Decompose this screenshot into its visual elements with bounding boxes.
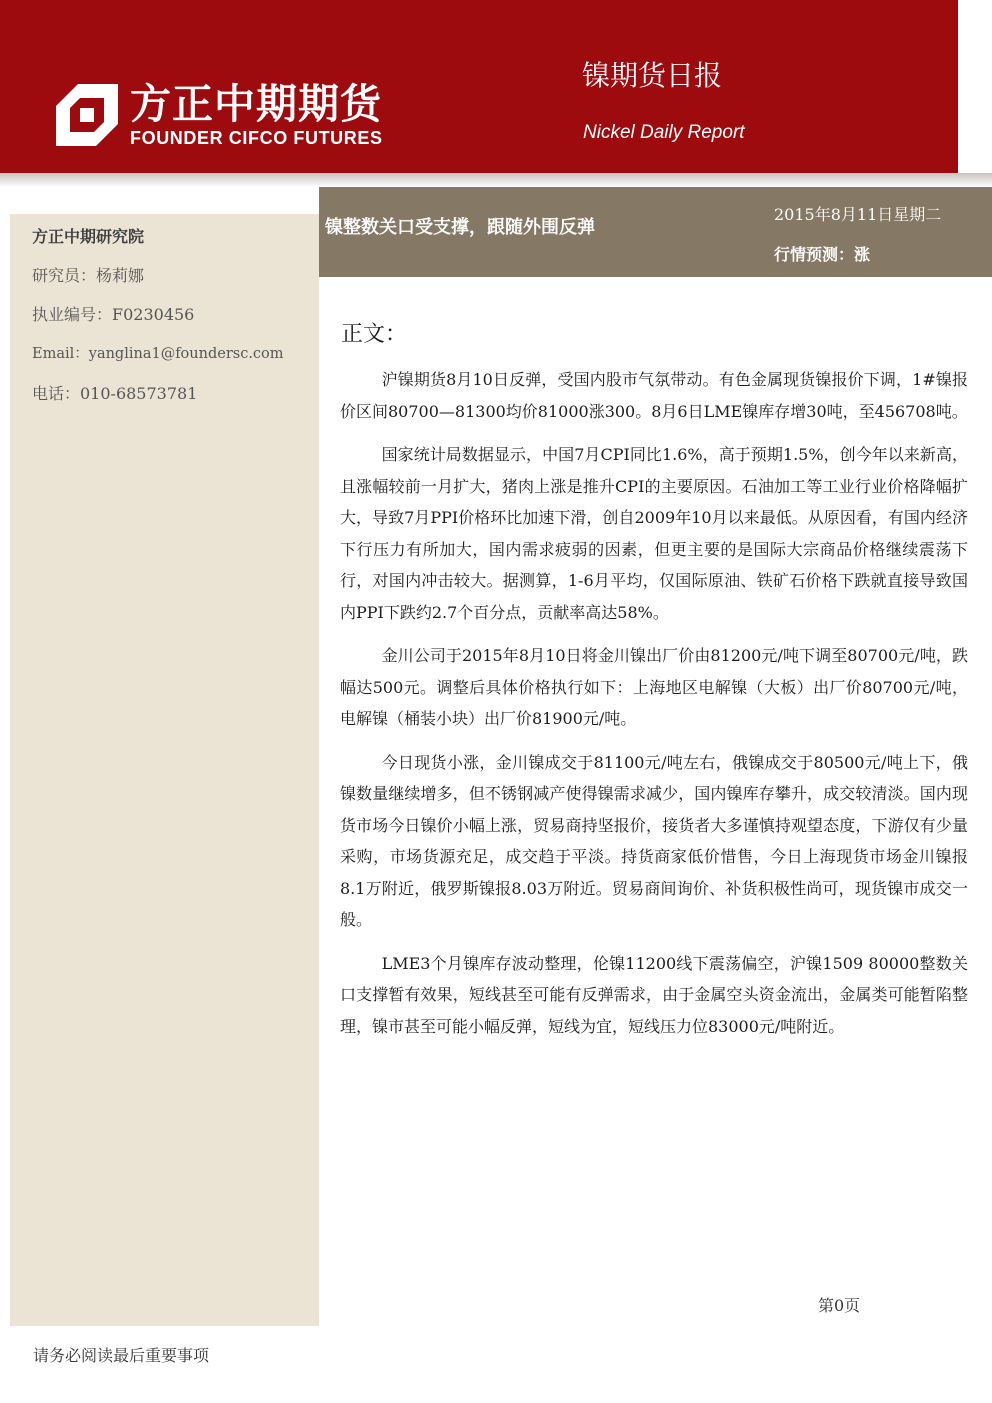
page-number: 第0页 — [818, 1296, 861, 1315]
phone-contact: 电话：010-68573781 — [32, 384, 198, 403]
body-paragraph: LME3个月镍库存波动整理，伦镍11200线下震荡偏空，沪镍1509 80000整数关口支撑暂有效果，短线甚至可能有反弹需求，由于金属空头资金流出，金属类可能暂陷整理，镍市甚至可能小幅反弹，短线为宜，短线压力位83000元/吨附近。 — [340, 953, 968, 1036]
author-sidebar — [10, 214, 319, 1326]
section-heading: 正文： — [341, 322, 408, 347]
report-headline: 镍整数关口受支撑，跟随外围反弹 — [325, 217, 595, 238]
headline-bar — [319, 187, 992, 277]
header-divider — [0, 173, 992, 187]
researcher-name: 研究员：杨莉娜 — [32, 266, 145, 285]
email-contact[interactable]: Email：yanglina1@foundersc.com — [32, 346, 284, 362]
report-date: 2015年8月11日星期二 — [774, 205, 942, 224]
body-paragraph: 沪镍期货8月10日反弹，受国内股市气氛带动。有色金属现货镍报价下调，1#镍报价区间80700—81300均价81000涨300。8月6日LME镍库存增30吨，至456708吨。 — [340, 370, 968, 421]
body-paragraph: 金川公司于2015年8月10日将金川镍出厂价由81200元/吨下调至80700元/吨，跌幅达500元。调整后具体价格执行如下：上海地区电解镍（大板）出厂价80700元/吨，电解镍（桶装小块）出厂价81900元/吨。 — [340, 646, 968, 728]
logo-chinese-name: 方正中期期货 — [130, 80, 382, 128]
body-paragraph: 今日现货小涨，金川镍成交于81100元/吨左右，俄镍成交于80500元/吨上下，俄镍数量继续增多，但不锈钢减产使得镍需求减少，国内镍库存攀升，成交较清淡。国内现货市场今日镍价小幅上涨，贸易商持坚报价，接货者大多谨慎持观望态度，下游仅有少量采购，市场货源充足，成交趋于平淡。持货商家低价惜售，今日上海现货市场金川镍报8.1万附近，俄罗斯镍报8.03万附近。贸易商间询价、补货积极性尚可，现货镍市成交一般。 — [340, 752, 968, 929]
founder-logo-icon — [56, 84, 118, 146]
market-forecast: 行情预测：涨 — [774, 245, 871, 264]
header-edge — [958, 0, 992, 173]
header-band — [0, 0, 958, 173]
license-number: 执业编号：F0230456 — [32, 305, 195, 324]
logo-english-name: FOUNDER CIFCO FUTURES — [130, 128, 383, 148]
body-paragraph: 国家统计局数据显示，中国7月CPI同比1.6%，高于预期1.5%，创今年以来新高，且涨幅较前一月扩大，猪肉上涨是推升CPI的主要原因。石油加工等工业行业价格降幅扩大，导致7月PPI价格环比加速下滑，创自2009年10月以来最低。从原因看，有国内经济下行压力有所加大，国内需求疲弱的因素，但更主要的是国际大宗商品价格继续震荡下行，对国内冲击较大。据测算，1-6月平均，仅国际原油、铁矿石价格下跌就直接导致国内PPI下跌约2.7个百分点，贡献率高达58%。 — [340, 445, 968, 622]
report-title-chinese: 镍期货日报 — [582, 59, 723, 92]
report-body — [340, 364, 968, 1054]
report-title-english: Nickel Daily Report — [583, 122, 745, 143]
research-institute: 方正中期研究院 — [32, 227, 145, 246]
footer-notice: 请务必阅读最后重要事项 — [33, 1346, 210, 1365]
